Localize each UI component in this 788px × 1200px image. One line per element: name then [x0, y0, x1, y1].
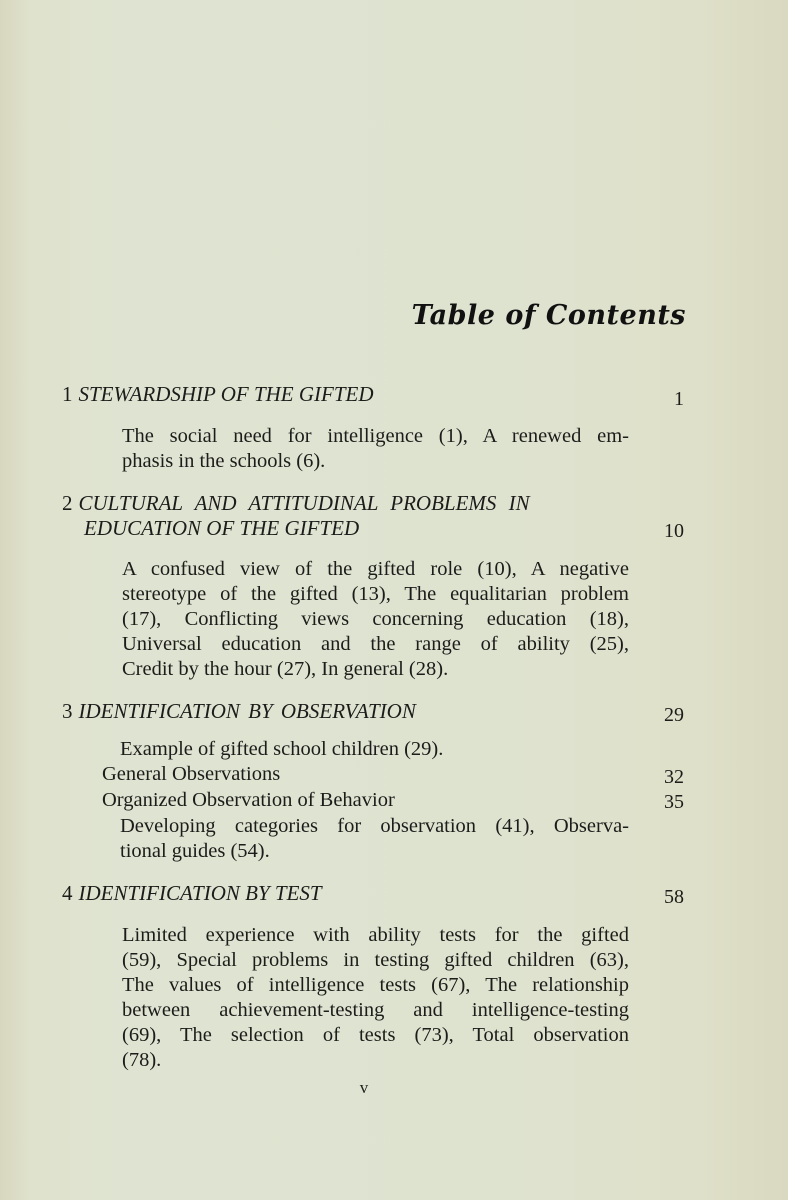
- chapter-number: 2: [62, 491, 73, 515]
- chapter-4-description-line: (59), Special problems in testing gifted children (63),: [122, 949, 629, 971]
- chapter-3-page: 29: [664, 704, 684, 726]
- chapter-2-description-line: A confused view of the gifted role (10), A negative: [122, 558, 629, 580]
- chapter-4-description-line: (69), The selection of tests (73), Total observation: [122, 1024, 629, 1046]
- chapter-4-heading: [62, 881, 322, 906]
- chapter-title: IDENTIFICATION BY OBSERVATION: [78, 699, 416, 723]
- chapter-title: CULTURAL AND ATTITUDINAL PROBLEMS IN: [78, 491, 530, 515]
- section-description-line: Developing categories for observation (41), Observa-: [120, 815, 629, 837]
- chapter-4-description-line: The values of intelligence tests (67), The relationship: [122, 974, 629, 996]
- chapter-number: 3: [62, 699, 73, 723]
- page-number: v: [359, 1078, 369, 1097]
- chapter-4-description-line: (78).: [122, 1049, 162, 1071]
- section-title: General Observations: [102, 763, 281, 785]
- chapter-title: IDENTIFICATION BY TEST: [78, 881, 322, 905]
- chapter-number: 1: [62, 382, 73, 406]
- chapter-2-title-continued: EDUCATION OF THE GIFTED: [84, 516, 360, 540]
- chapter-4-description-line: between achievement-testing and intelligence-testing: [122, 999, 629, 1021]
- chapter-2-heading: [62, 491, 633, 516]
- chapter-2-description-line: Universal education and the range of ability (25),: [122, 633, 629, 655]
- chapter-4-page: 58: [664, 886, 684, 908]
- chapter-4-description-line: Limited experience with ability tests for the gifted: [122, 924, 629, 946]
- chapter-2-page: 10: [664, 520, 684, 542]
- chapter-2-description-line: (17), Conflicting views concerning education (18),: [122, 608, 629, 630]
- chapter-2-description-line: Credit by the hour (27), In general (28).: [122, 658, 449, 680]
- section-page: 32: [664, 766, 684, 788]
- chapter-1-description-line: phasis in the schools (6).: [122, 450, 326, 472]
- chapter-1-heading: [62, 382, 374, 407]
- chapter-2-description-line: stereotype of the gifted (13), The equalitarian problem: [122, 583, 629, 605]
- chapter-1-description-line: The social need for intelligence (1), A renewed em-: [122, 425, 629, 447]
- section-page: 35: [664, 791, 684, 813]
- section-title: Organized Observation of Behavior: [102, 789, 395, 811]
- chapter-3-description-line: Example of gifted school children (29).: [120, 738, 444, 760]
- chapter-title: STEWARDSHIP OF THE GIFTED: [78, 382, 374, 406]
- chapter-3-heading: [62, 699, 416, 724]
- section-description-line: tional guides (54).: [120, 840, 270, 862]
- chapter-number: 4: [62, 881, 73, 905]
- chapter-1-page: 1: [674, 388, 684, 410]
- page-title: Table of Contents: [411, 300, 686, 331]
